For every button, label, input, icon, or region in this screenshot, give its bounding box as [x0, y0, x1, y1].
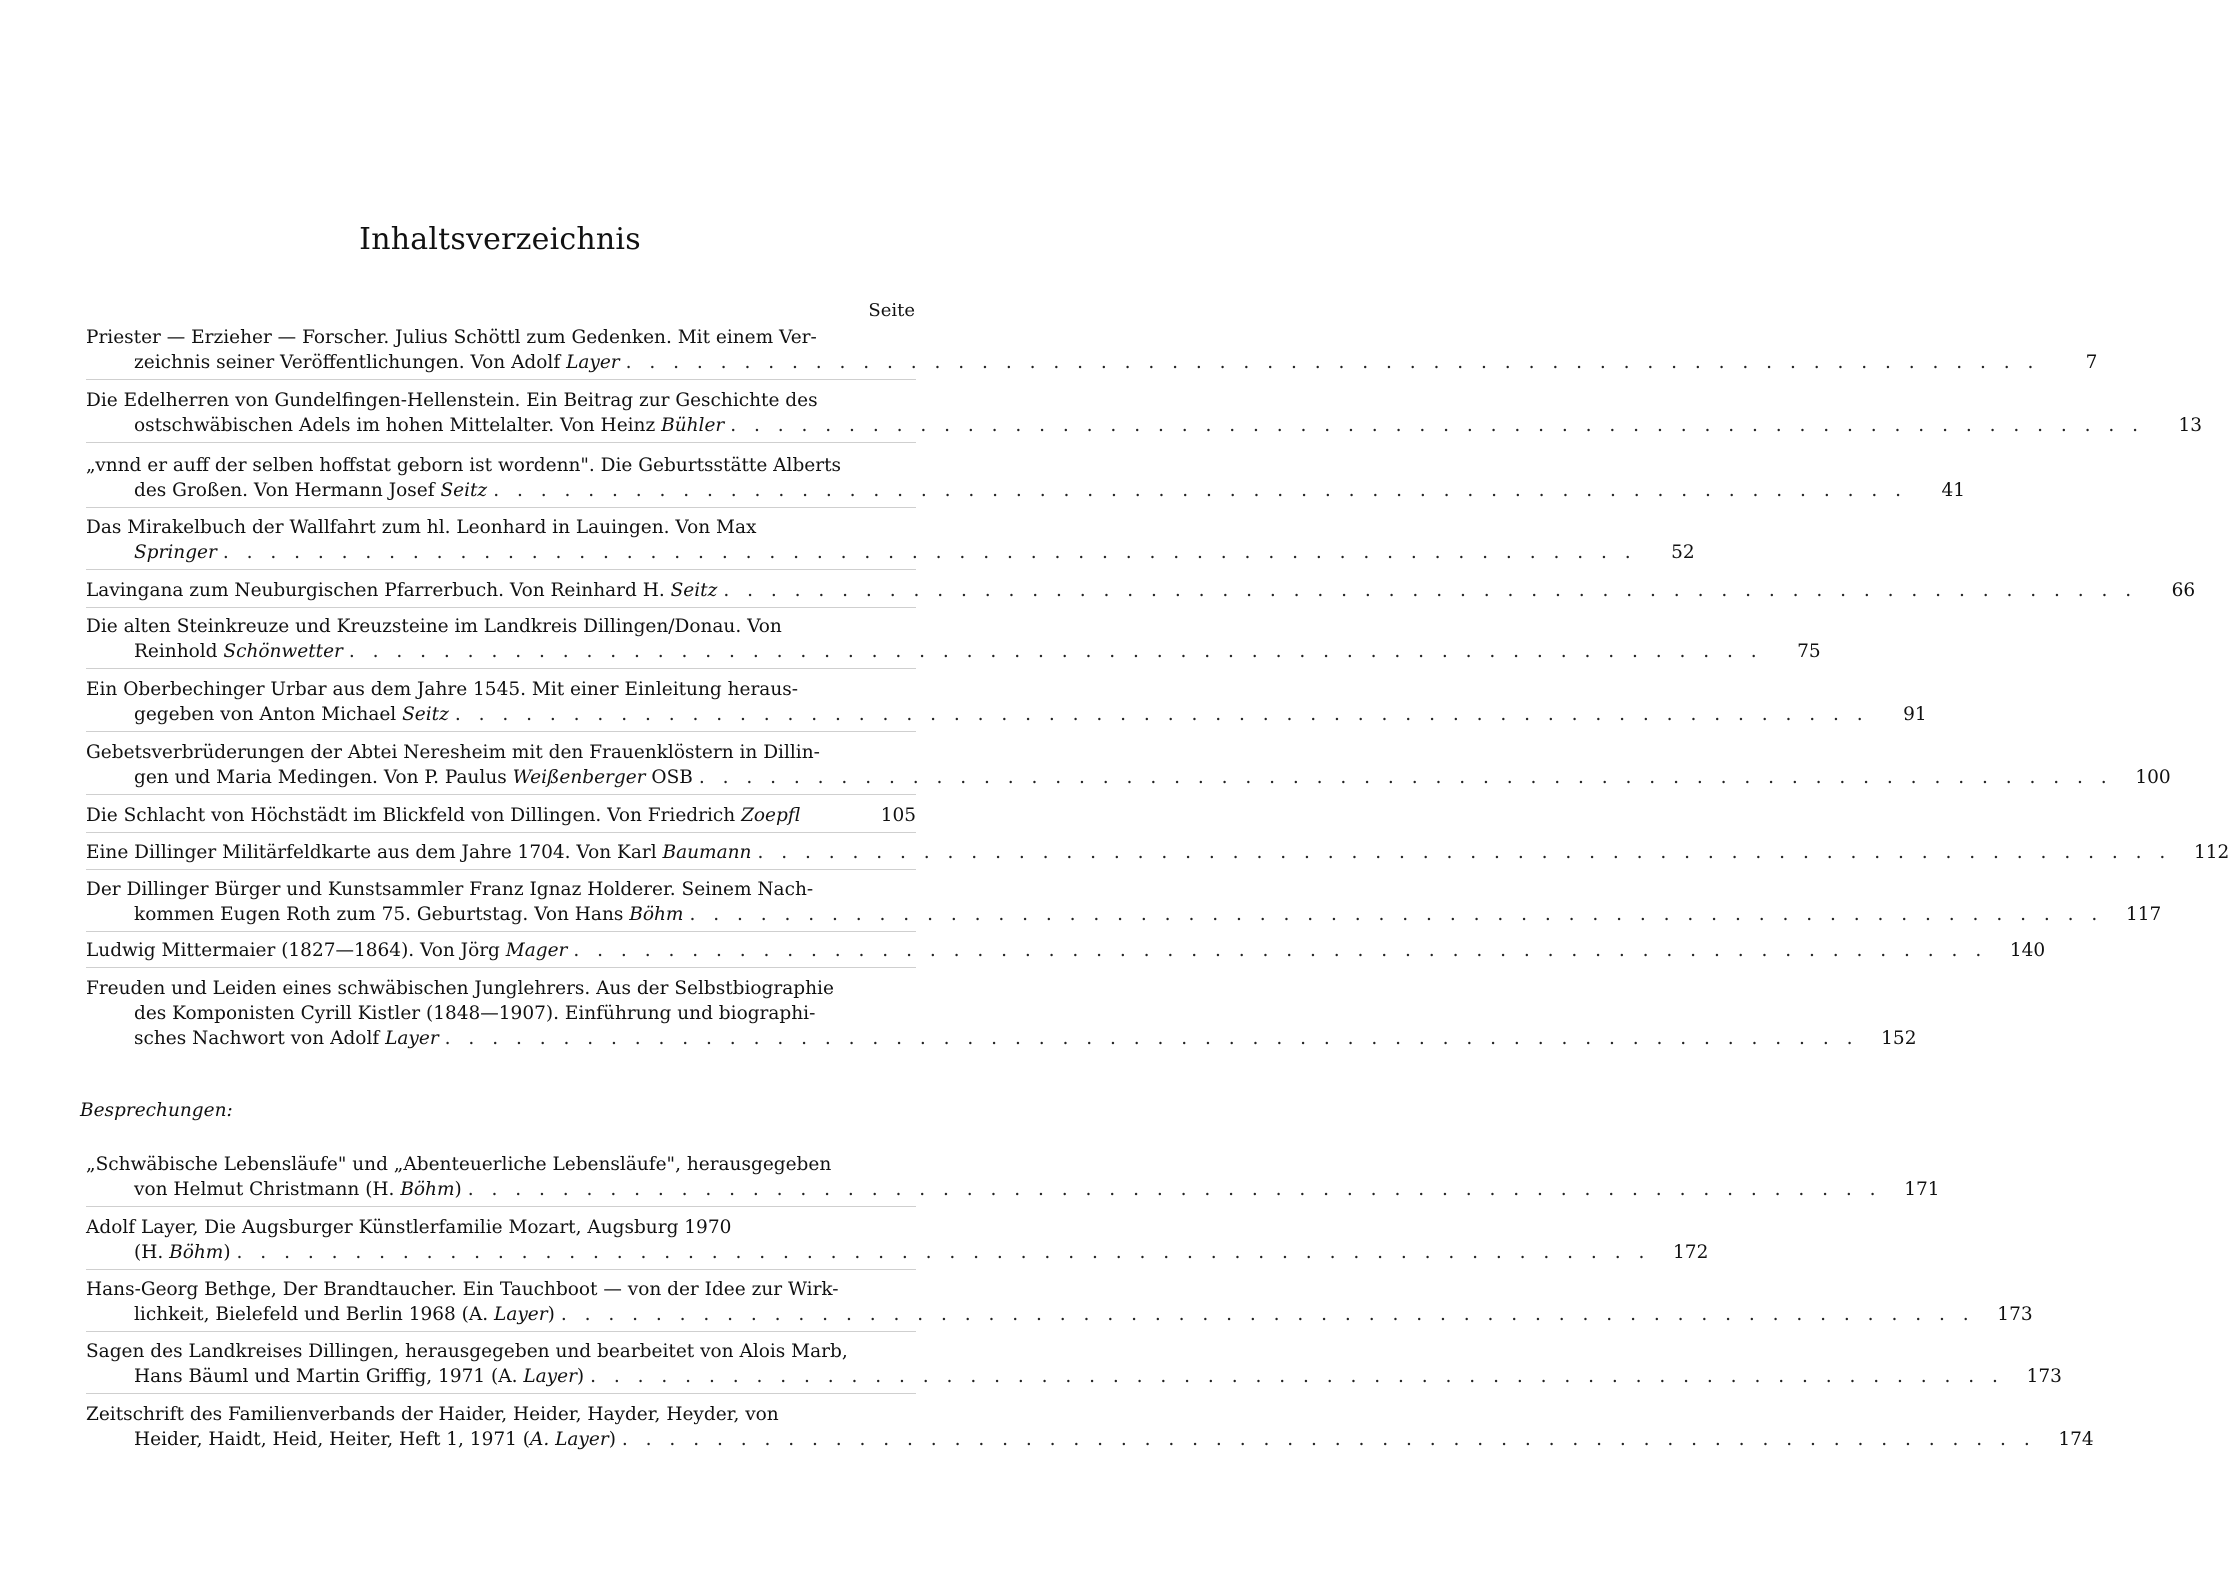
entry-separator	[86, 607, 916, 608]
entry-title-text: gegeben von Anton Michael	[134, 704, 397, 725]
entry-separator	[86, 1269, 916, 1270]
leader-dots: . . . . . . . . . . . . . . . . . . . . . . . . . . . . . . . . . . . . . . . . . . . . . . . . . . . . . . . . . . . .	[467, 1179, 1882, 1200]
entry-line: Priester — Erzieher — Forscher. Julius Schöttl zum Gedenken. Mit einem Ver-	[86, 327, 817, 348]
entry-separator	[86, 1393, 916, 1394]
page-number: 112	[2193, 842, 2229, 863]
page-number: 41	[1941, 480, 1965, 501]
entry-line: Hans-Georg Bethge, Der Brandtaucher. Ein Tauchboot — von der Idee zur Wirk-	[86, 1279, 839, 1300]
entry-author: Böhm	[400, 1179, 455, 1200]
entry-title-text: Heider, Haidt, Heid, Heiter, Heft 1, 1971 (	[134, 1429, 530, 1450]
entry-text	[134, 413, 724, 438]
entry-author: Zoepfl	[741, 805, 801, 826]
entry-text	[134, 902, 683, 927]
entry-text	[86, 840, 751, 865]
page-number: 173	[2026, 1366, 2062, 1387]
entry-text	[134, 1240, 231, 1265]
toc-entry	[86, 578, 2196, 603]
entry-separator	[86, 379, 916, 380]
entry-separator	[86, 869, 916, 870]
page-title: Inhaltsverzeichnis	[359, 222, 641, 257]
page-number: 7	[2085, 352, 2098, 373]
toc-entry	[86, 840, 2229, 865]
entry-text	[134, 1427, 616, 1452]
entry-last-line	[86, 902, 2162, 927]
reviews-heading: Besprechungen:	[80, 1100, 233, 1121]
toc-entry	[86, 1277, 2033, 1327]
entry-line: Freuden und Leiden eines schwäbischen Junglehrers. Aus der Selbstbiographie	[86, 978, 834, 999]
entry-line: Die alten Steinkreuze und Kreuzsteine im Landkreis Dillingen/Donau. Von	[86, 616, 782, 637]
entry-author: Baumann	[662, 842, 752, 863]
entry-last-line	[86, 765, 2171, 790]
entry-last-line	[86, 1177, 1940, 1202]
entry-title-text: sches Nachwort von Adolf	[134, 1028, 380, 1049]
entry-separator	[86, 794, 916, 795]
entry-separator	[86, 569, 916, 570]
entry-line: Das Mirakelbuch der Wallfahrt zum hl. Leonhard in Lauingen. Von Max	[86, 517, 757, 538]
toc-entry	[86, 1215, 1709, 1265]
toc-entry	[86, 325, 2098, 375]
entry-last-line	[86, 350, 2098, 375]
entry-last-line	[86, 540, 1695, 565]
entry-author: Bühler	[661, 415, 725, 436]
leader-dots: . . . . . . . . . . . . . . . . . . . . . . . . . . . . . . . . . . . . . . . . . . . . . . . . . . . . . . . . . . . .	[454, 704, 1869, 725]
leader-dots: . . . . . . . . . . . . . . . . . . . . . . . . . . . . . . . . . . . . . . . . . . . . . . . . . . . . . . . . . . . .	[493, 480, 1907, 501]
leader-dots: . . . . . . . . . . . . . . . . . . . . . . . . . . . . . . . . . . . . . . . . . . . . . . . . . . . . . . . . . . . .	[730, 415, 2145, 436]
entry-separator	[86, 731, 916, 732]
entry-suffix: )	[576, 1366, 585, 1387]
leader-dots: . . . . . . . . . . . . . . . . . . . . . . . . . . . . . . . . . . . . . . . . . . . . . . . . . . . . . . . . . . . .	[236, 1242, 1651, 1263]
leader-dots: . . . . . . . . . . . . . . . . . . . . . . . . . . . . . . . . . . . . . . . . . . . . . . . . . . . . . . . . . . . .	[590, 1366, 2004, 1387]
entry-text	[86, 803, 800, 828]
entry-last-line	[86, 840, 2229, 865]
entry-last-line	[86, 938, 2046, 963]
entry-title-text: Die Schlacht von Höchstädt im Blickfeld von Dillingen. Von Friedrich	[86, 805, 736, 826]
leader-dots: . . . . . . . . . . . . . . . . . . . . . . . . . . . . . . . . . . . . . . . . . . . . . . . . . . . . . . . . . . . .	[757, 842, 2172, 863]
entry-line: Gebetsverbrüderungen der Abtei Neresheim mit den Frauenklöstern in Dillin-	[86, 742, 820, 763]
entry-last-line	[86, 1026, 1917, 1051]
entry-last-line	[86, 803, 916, 828]
entry-text	[86, 578, 717, 603]
entry-title-text: Hans Bäuml und Martin Griffig, 1971 (A.	[134, 1366, 518, 1387]
toc-entry	[86, 938, 2046, 963]
entry-author: Layer	[566, 352, 620, 373]
entry-line: Der Dillinger Bürger und Kunstsammler Franz Ignaz Holderer. Seinem Nach-	[86, 879, 814, 900]
entry-last-line	[86, 1240, 1709, 1265]
page-number: 91	[1903, 704, 1927, 725]
entry-last-line	[86, 702, 1927, 727]
entry-author: Springer	[134, 542, 217, 563]
entry-text	[134, 1364, 584, 1389]
entry-line: „Schwäbische Lebensläufe" und „Abenteuerliche Lebensläufe", herausgegeben	[86, 1154, 832, 1175]
toc-entry	[86, 877, 2162, 927]
entry-suffix: OSB	[651, 767, 693, 788]
entry-line: des Komponisten Cyrill Kistler (1848—1907). Einführung und biographi-	[134, 1003, 816, 1024]
page-number: 66	[2171, 580, 2196, 601]
toc-entry	[86, 803, 916, 828]
entry-last-line	[86, 639, 1821, 664]
entry-title-text: Ludwig Mittermaier (1827—1864). Von Jörg	[86, 940, 500, 961]
entry-title-text: von Helmut Christmann (H.	[134, 1179, 395, 1200]
entry-text	[134, 478, 487, 503]
toc-entry	[86, 740, 2171, 790]
leader-dots: . . . . . . . . . . . . . . . . . . . . . . . . . . . . . . . . . . . . . . . . . . . . . . . . . . . . . . . . . . . .	[621, 1429, 2036, 1450]
entry-separator	[86, 967, 916, 968]
entry-author: Schönwetter	[223, 641, 343, 662]
entry-separator	[86, 1206, 916, 1207]
entry-line: Sagen des Landkreises Dillingen, herausgegeben und bearbeitet von Alois Marb,	[86, 1341, 848, 1362]
entry-title-text: zeichnis seiner Veröffentlichungen. Von Adolf	[134, 352, 561, 373]
entry-text	[86, 938, 567, 963]
entry-author: Böhm	[169, 1242, 224, 1263]
entry-last-line	[86, 413, 2203, 438]
leader-dots: . . . . . . . . . . . . . . . . . . . . . . . . . . . . . . . . . . . . . . . . . . . . . . . . . . . . . . . . . . . .	[222, 542, 1637, 563]
toc-entry	[86, 1339, 2062, 1389]
entry-title-text: (H.	[134, 1242, 164, 1263]
entry-separator	[86, 668, 916, 669]
page-number: 100	[2135, 767, 2171, 788]
entry-author: A. Layer	[530, 1429, 609, 1450]
toc-entry	[86, 976, 1917, 1051]
entry-author: Seitz	[670, 580, 718, 601]
entry-author: Seitz	[440, 480, 488, 501]
leader-dots: . . . . . . . . . . . . . . . . . . . . . . . . . . . . . . . . . . . . . . . . . . . . . . . . . . . . . . . . . . . .	[689, 904, 2104, 925]
page-number: 172	[1673, 1242, 1709, 1263]
entry-separator	[86, 832, 916, 833]
entry-line: Zeitschrift des Familienverbands der Haider, Heider, Hayder, Heyder, von	[86, 1404, 779, 1425]
entry-line: Adolf Layer, Die Augsburger Künstlerfamilie Mozart, Augsburg 1970	[86, 1217, 732, 1238]
leader-dots: . . . . . . . . . . . . . . . . . . . . . . . . . . . . . . . . . . . . . . . . . . . . . . . . . . . . . . . . . . . .	[723, 580, 2138, 601]
entry-text	[134, 350, 620, 375]
toc-entry	[86, 388, 2203, 438]
entry-author: Layer	[385, 1028, 439, 1049]
entry-line: Die Edelherren von Gundelfingen-Hellenstein. Ein Beitrag zur Geschichte des	[86, 390, 818, 411]
leader-dots: . . . . . . . . . . . . . . . . . . . . . . . . . . . . . . . . . . . . . . . . . . . . . . . . . . . . . . . . . . . .	[625, 352, 2040, 373]
leader-dots: . . . . . . . . . . . . . . . . . . . . . . . . . . . . . . . . . . . . . . . . . . . . . . . . . . . . . . . . . . . .	[560, 1304, 1975, 1325]
entry-title-text: Eine Dillinger Militärfeldkarte aus dem Jahre 1704. Von Karl	[86, 842, 657, 863]
entry-suffix: )	[608, 1429, 616, 1450]
entry-title-text: kommen Eugen Roth zum 75. Geburtstag. Von Hans	[134, 904, 624, 925]
entry-last-line	[86, 1364, 2062, 1389]
leader-dots: . . . . . . . . . . . . . . . . . . . . . . . . . . . . . . . . . . . . . . . . . . . . . . . . . . . . . . . . . . . .	[348, 641, 1763, 662]
entry-text	[134, 540, 217, 565]
toc-entry	[86, 614, 1821, 664]
page-column-label: Seite	[868, 300, 915, 321]
page-number: 52	[1671, 542, 1695, 563]
entry-author: Layer	[494, 1304, 548, 1325]
entry-line: Ein Oberbechinger Urbar aus dem Jahre 1545. Mit einer Einleitung heraus-	[86, 679, 798, 700]
page-number: 117	[2125, 904, 2162, 925]
entry-suffix: )	[223, 1242, 231, 1263]
page-number: 173	[1997, 1304, 2033, 1325]
entry-text	[134, 1026, 439, 1051]
entry-author: Böhm	[629, 904, 684, 925]
entry-text	[134, 1177, 462, 1202]
entry-last-line	[86, 578, 2196, 603]
page-number: 75	[1797, 641, 1821, 662]
entry-last-line	[86, 1302, 2033, 1327]
toc-entry	[86, 677, 1927, 727]
entry-text	[134, 639, 343, 664]
page-number: 171	[1904, 1179, 1940, 1200]
entry-author: Seitz	[402, 704, 449, 725]
entry-title-text: gen und Maria Medingen. Von P. Paulus	[134, 767, 507, 788]
page-number: 152	[1881, 1028, 1917, 1049]
entry-text	[134, 1302, 555, 1327]
entry-text	[134, 702, 449, 727]
page-number: 13	[2178, 415, 2203, 436]
entry-author: Layer	[523, 1366, 577, 1387]
toc-entry	[86, 453, 1965, 503]
entry-separator	[86, 1331, 916, 1332]
entry-text	[134, 765, 693, 790]
page-number: 105	[880, 805, 916, 826]
toc-entry	[86, 1402, 2094, 1452]
entry-suffix: )	[454, 1179, 462, 1200]
entry-separator	[86, 442, 916, 443]
entry-last-line	[86, 1427, 2094, 1452]
leader-dots: . . . . . . . . . . . . . . . . . . . . . . . . . . . . . . . . . . . . . . . . . . . . . . . . . . . . . . . . . . . .	[698, 767, 2113, 788]
entry-line: „vnnd er auff der selben hoffstat geborn ist wordenn". Die Geburtsstätte Alberts	[86, 455, 842, 476]
entry-title-text: des Großen. Von Hermann Josef	[134, 480, 435, 501]
page-number: 174	[2058, 1429, 2094, 1450]
entry-author: Mager	[505, 940, 568, 961]
leader-dots: . . . . . . . . . . . . . . . . . . . . . . . . . . . . . . . . . . . . . . . . . . . . . . . . . . . . . . . . . . . .	[573, 940, 1988, 961]
entry-title-text: Reinhold	[134, 641, 218, 662]
page-number: 140	[2009, 940, 2046, 961]
toc-entry	[86, 515, 1695, 565]
leader-dots: . . . . . . . . . . . . . . . . . . . . . . . . . . . . . . . . . . . . . . . . . . . . . . . . . . . . . . . . . . . .	[444, 1028, 1859, 1049]
entry-separator	[86, 931, 916, 932]
entry-title-text: ostschwäbischen Adels im hohen Mittelalter. Von Heinz	[134, 415, 656, 436]
entry-author: Weißenberger	[512, 767, 646, 788]
entry-title-text: lichkeit, Bielefeld und Berlin 1968 (A.	[134, 1304, 489, 1325]
entry-last-line	[86, 478, 1965, 503]
entry-suffix: )	[547, 1304, 555, 1325]
entry-separator	[86, 507, 916, 508]
toc-entry	[86, 1152, 1940, 1202]
entry-title-text: Lavingana zum Neuburgischen Pfarrerbuch. Von Reinhard H.	[86, 580, 665, 601]
